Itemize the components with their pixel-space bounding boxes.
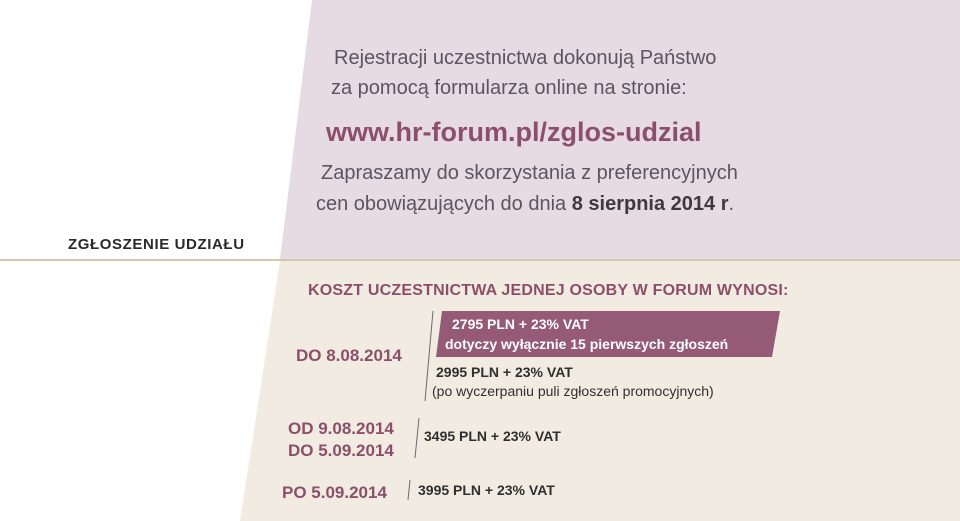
tier2-period [288,418,394,462]
registration-line-2: za pomocą formularza online na stronie: [331,77,687,99]
tier2-period-from: OD 9.08.2014 [288,419,394,438]
tier1-price: 2995 PLN + 23% VAT [436,364,573,380]
registration-line-4-suffix: . [728,193,735,215]
tier2-period-to: DO 5.09.2014 [288,441,394,460]
tier1-period: DO 8.08.2014 [296,346,402,365]
tier3-price: 3995 PLN + 23% VAT [418,482,555,498]
registration-line-4-prefix: cen obowiązujących do dnia [316,193,572,215]
section-title: ZGŁOSZENIE UDZIAŁU [68,236,245,253]
cost-heading: KOSZT UCZESTNICTWA JEDNEJ OSOBY W FORUM WYNOSI: [308,282,789,299]
registration-line-3: Zapraszamy do skorzystania z preferencyjnych [321,162,738,184]
tier2-price: 3495 PLN + 23% VAT [424,428,561,444]
tier1-promo-note: dotyczy wyłącznie 15 pierwszych zgłoszeń [445,336,729,352]
registration-line-4 [316,193,734,216]
tier3-period: PO 5.09.2014 [282,483,387,502]
registration-line-1: Rejestracji uczestnictwa dokonują Państwo [334,47,717,69]
tier1-note: (po wyczerpaniu puli zgłoszeń promocyjnych) [432,383,714,399]
registration-deadline-date: 8 sierpnia 2014 r [571,193,729,215]
tier1-promo-price: 2795 PLN + 23% VAT [452,316,589,332]
registration-url-link[interactable]: www.hr-forum.pl/zglos-udzial [326,117,702,147]
